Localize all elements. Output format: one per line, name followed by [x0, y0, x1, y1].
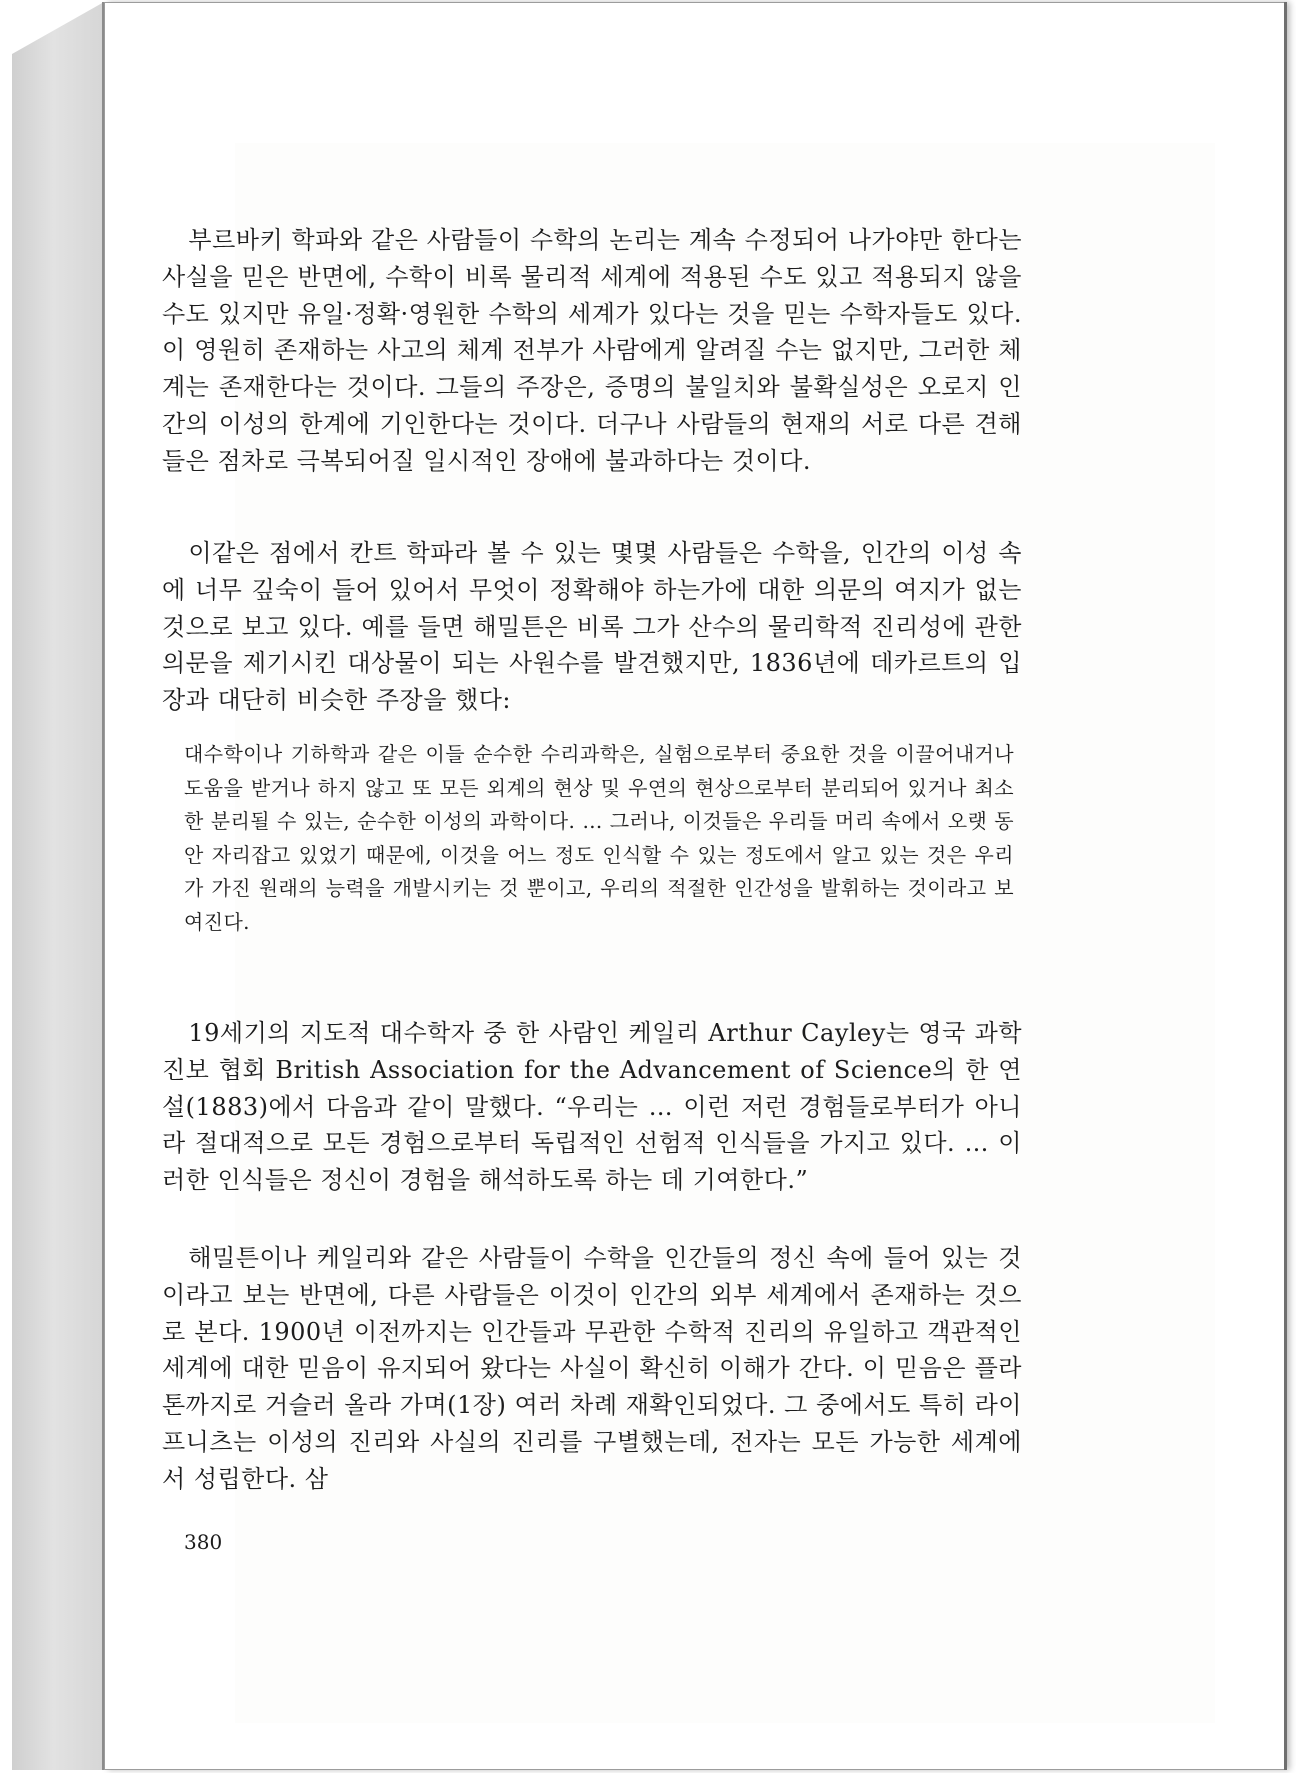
page-right-edge	[1284, 2, 1287, 1770]
paragraph-kant-school	[162, 535, 1022, 719]
block-quote-hamilton: 대수학이나 기하학과 같은 이들 순수한 수리과학은, 실험으로부터 중요한 것을 이끌어내거나 도움을 받거나 하지 않고 또 모든 외계의 현상 및 우연의 현상으로부터 분리되어 있거나 최소한 분리될 수 있는, 순수한 이성의 과학이다. … 그러나, 이것들은 우리들 머리 속에서 오랫 동안 자리잡고 있었기 때문에, 이것을 어느 정도 인식할 수 있는 정도에서 알고 있는 것은 우리가 가진 원래의 능력을 개발시키는 것 뿐이고, 우리의 적절한 인간성을 발휘하는 것이라고 보여진다.	[184, 742, 1014, 934]
page-number: 380	[184, 1530, 223, 1554]
paragraph-text: 19세기의 지도적 대수학자 중 한 사람인 케일리 Arthur Cayley는 영국 과학 진보 협회 British Association for the Advancement of Science의 한 연설(1883)에서 다음과 같이 말했다. “우리는 … 이런 저런 경험들로부터가 아니라 절대적으로 모든 경험으로부터 독립적인 선험적 인식들을 가지고 있다. … 이러한 인식들은 정신이 경험을 해석하도록 하는 데 기여한다.”	[162, 1019, 1022, 1195]
paragraph-text: 부르바키 학파와 같은 사람들이 수학의 논리는 계속 수정되어 나가야만 한다는 사실을 믿은 반면에, 수학이 비록 물리적 세계에 적용된 수도 있고 적용되지 않을 수도 있지만 유일·정확·영원한 수학의 세계가 있다는 것을 믿는 수학자들도 있다. 이 영원히 존재하는 사고의 체계 전부가 사람에게 알려질 수는 없지만, 그러한 체계는 존재한다는 것이다. 그들의 주장은, 증명의 불일치와 불확실성은 오로지 인간의 이성의 한계에 기인한다는 것이다. 더구나 사람들의 현재의 서로 다른 견해들은 점차로 극복되어질 일시적인 장애에 불과하다는 것이다.	[162, 226, 1022, 475]
paragraph-text: 이같은 점에서 칸트 학파라 볼 수 있는 몇몇 사람들은 수학을, 인간의 이성 속에 너무 깊숙이 들어 있어서 무엇이 정확해야 하는가에 대한 의문의 여지가 없는 것으로 보고 있다. 예를 들면 해밀튼은 비록 그가 산수의 물리학적 진리성에 관한 의문을 제기시킨 대상물이 되는 사원수를 발견했지만, 1836년에 데카르트의 입장과 대단히 비슷한 주장을 했다:	[162, 539, 1022, 715]
book-spine-side	[12, 2, 104, 1770]
paragraph-text: 해밀튼이나 케일리와 같은 사람들이 수학을 인간들의 정신 속에 들어 있는 것이라고 보는 반면에, 다른 사람들은 이것이 인간의 외부 세계에서 존재하는 것으로 본다. 1900년 이전까지는 인간들과 무관한 수학적 진리의 유일하고 객관적인 세계에 대한 믿음이 유지되어 왔다는 사실이 확신히 이해가 간다. 이 믿음은 플라톤까지로 거슬러 올라 가며(1장) 여러 차례 재확인되었다. 그 중에서도 특히 라이프니츠는 이성의 진리와 사실의 진리를 구별했는데, 전자는 모든 가능한 세계에서 성립한다. 삼	[162, 1244, 1022, 1493]
paragraph-bourbaki	[162, 222, 1022, 480]
paragraph-cayley	[162, 1015, 1022, 1199]
paragraph-platonism	[162, 1240, 1022, 1498]
